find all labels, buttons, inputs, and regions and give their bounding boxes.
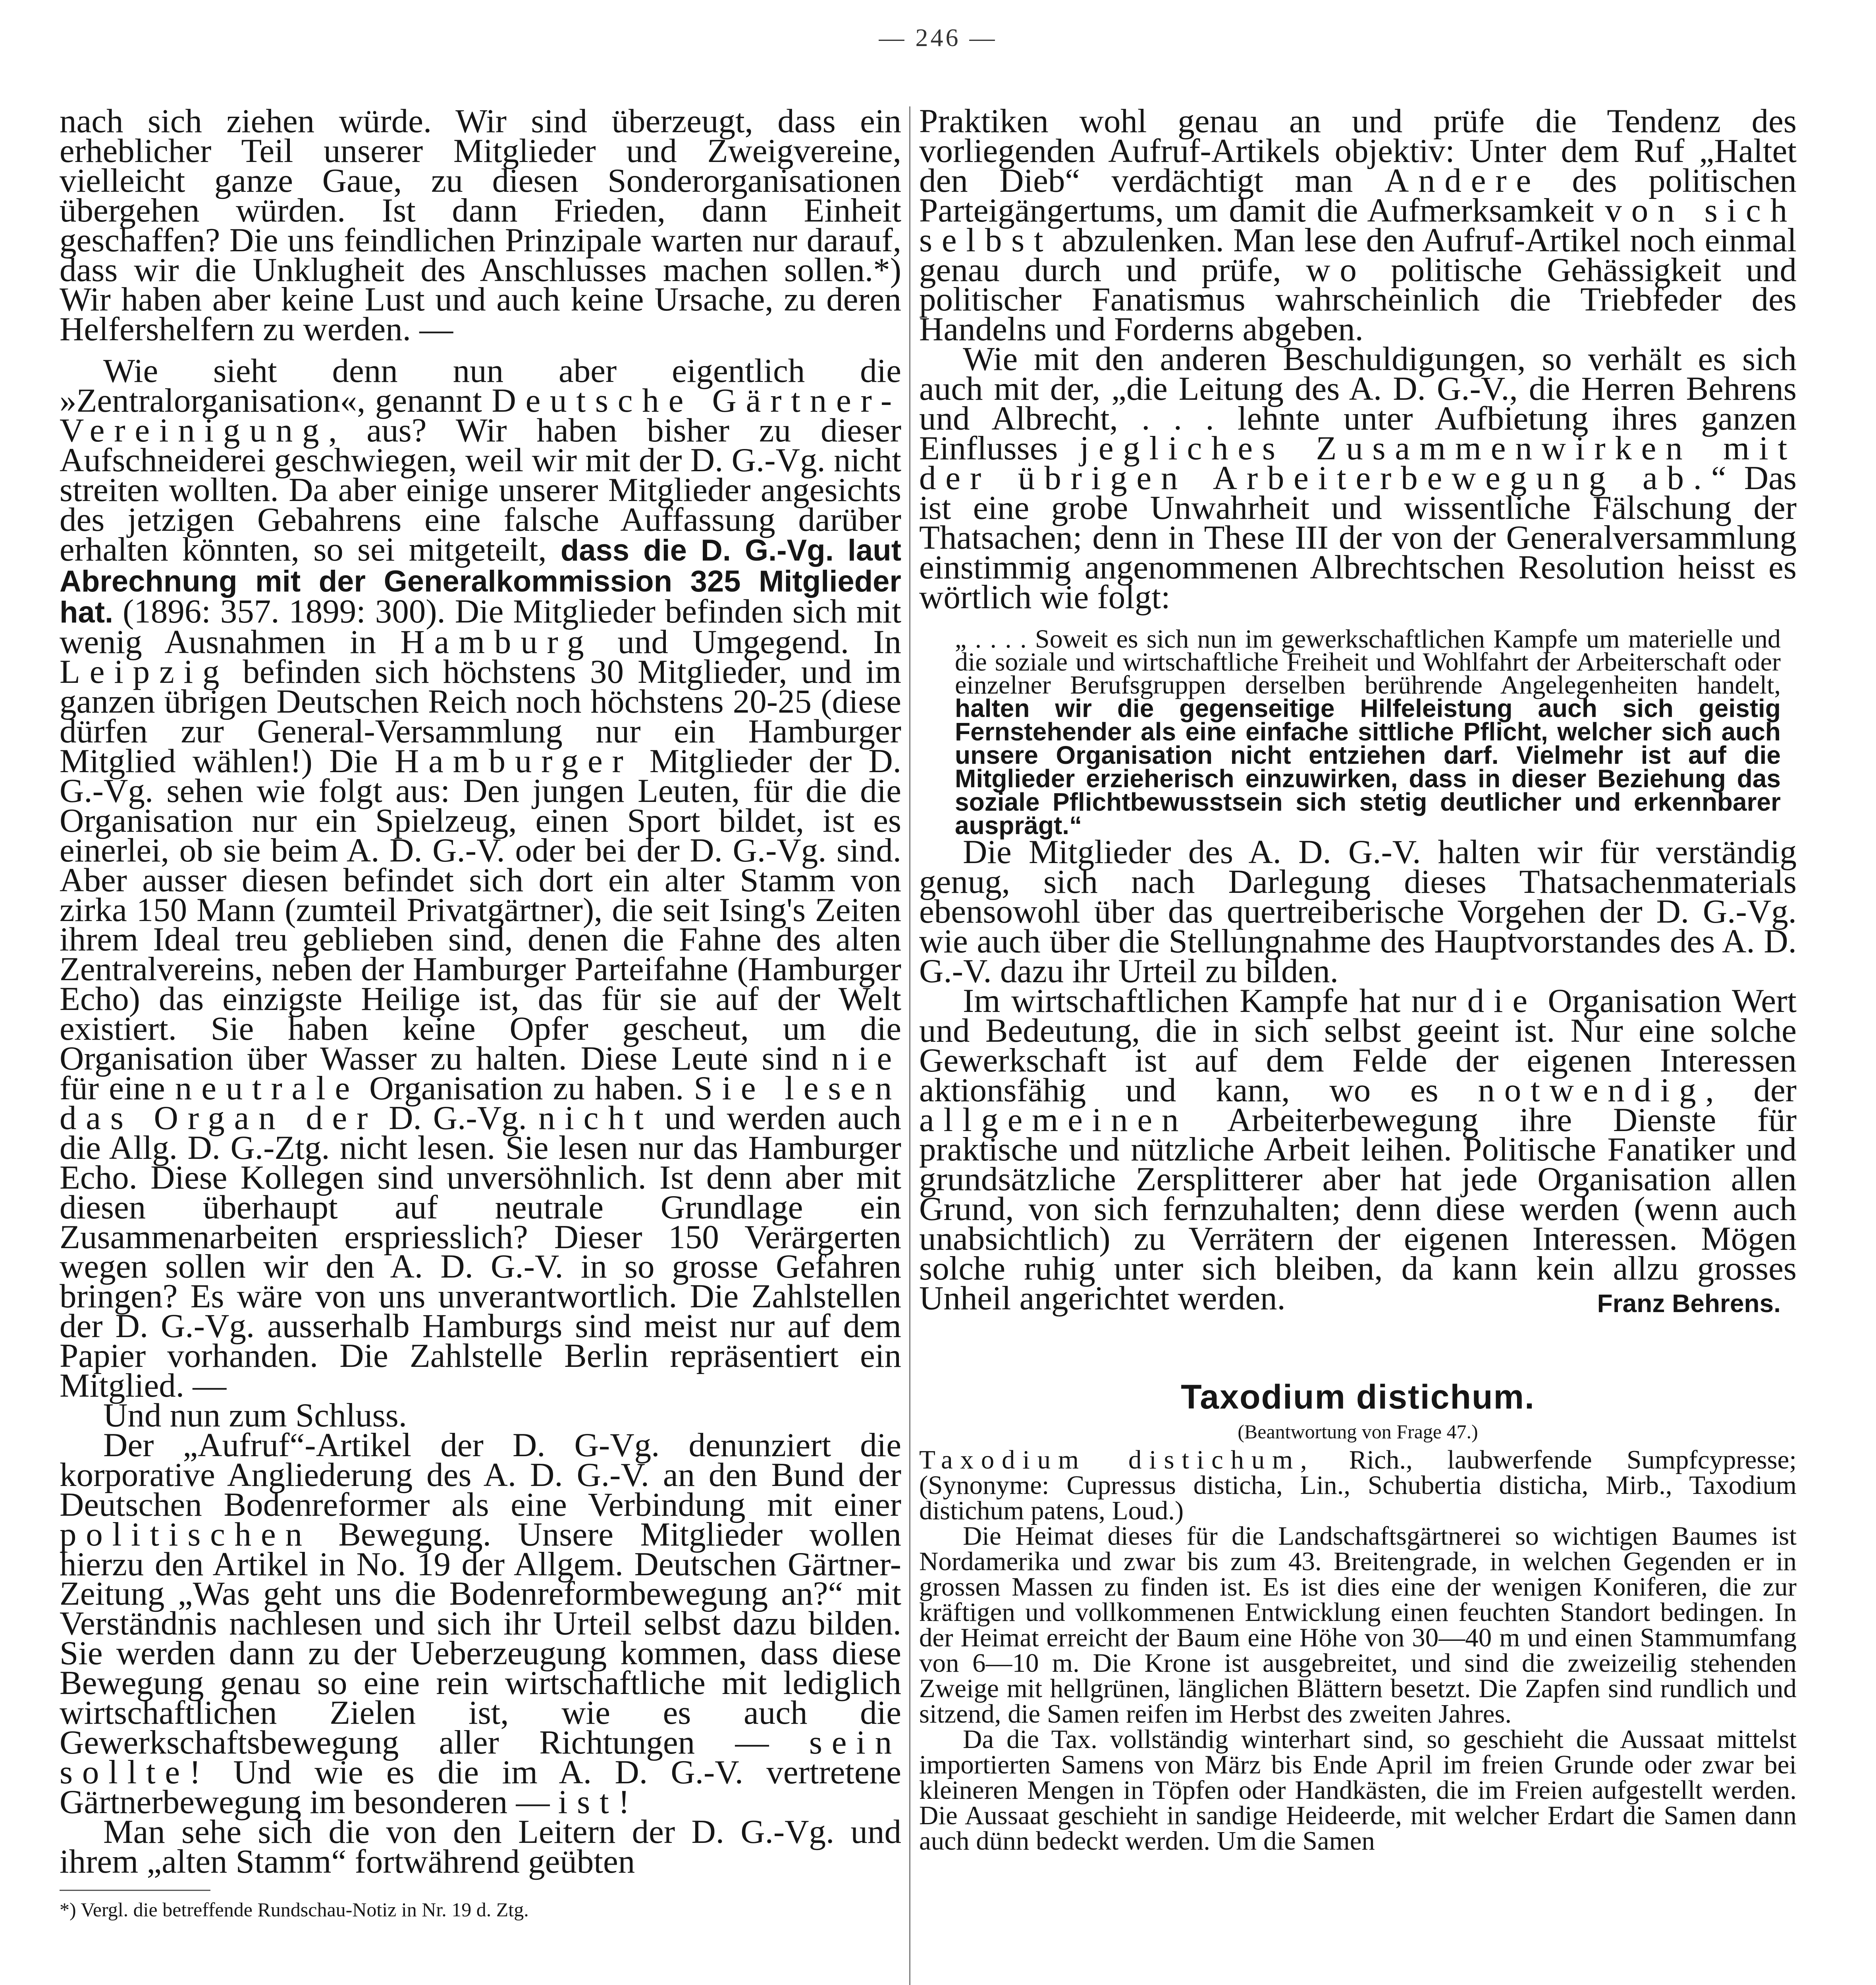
- paragraph: Praktiken wohl genau an und prüfe die Tendenz des vorliegenden Aufruf-Artikels objektiv: Unter dem Ruf „Haltet den Dieb“ verdächtigt man Andere des politischen Parteigängertums, um damit die Aufmerksamkeit von sich selbst abzulenken. Man lese den Aufruf-Artikel noch einmal genau durch und prüfe, wo politische Gehässigkeit und politischer Fanatismus wahrscheinlich die Triebfeder des Handelns und Forderns abgeben.: [919, 102, 1797, 348]
- paragraph: Taxodium distichum, Rich., laubwerfende Sumpfcypresse; (Synonyme: Cupressus disticha, Lin., Schubertia disticha, Mirb., Taxodium distichum patens, Loud.): [919, 1445, 1797, 1525]
- paragraph: nach sich ziehen würde. Wir sind überzeugt, dass ein erheblicher Teil unserer Mitglieder und Zweigvereine, vielleicht ganze Gaue, zu diesen Sonderorganisationen übergehen würden. Ist dann Frieden, dann Einheit geschaffen? Die uns feindlichen Prinzipale warten nur darauf, dass wir die Unklugheit des Anschlusses machen sollen.*) Wir haben aber keine Lust und auch keine Ursache, zu deren Helfershelfern zu werden. —: [60, 102, 901, 348]
- block-quote: „ . . . . Soweit es sich nun im gewerkschaftlichen Kampfe um materielle und die soziale und wirtschaftliche Freiheit und Wohlfahrt der Arbeiterschaft oder einzelner Berufsgruppen derselben berührende Angelegenheiten handelt, halten wir die gegenseitige Hilfeleistung auch sich geistig Fernstehender als eine einfache sittliche Pflicht, welcher sich auch unsere Organisation nicht entziehen darf. Vielmehr ist auf die Mitglieder erzieherisch einzuwirken, dass in dieser Beziehung das soziale Pflichtbewusstsein sich stetig deutlicher und erkennbarer ausprägt.“: [955, 624, 1781, 840]
- author-signature: Franz Behrens.: [1597, 1289, 1781, 1318]
- section-subtitle: (Beantwortung von Frage 47.): [1238, 1420, 1478, 1443]
- spaced-term: Deutsche Gärtner-Vereinigung: [60, 382, 902, 449]
- right-column: [919, 102, 1797, 1856]
- footnote: *) Vergl. die betreffende Rundschau-Notiz in Nr. 19 d. Ztg.: [60, 1898, 529, 1921]
- column-divider: [909, 106, 910, 1985]
- paragraph: Man sehe sich die von den Leitern der D. G.-Vg. und ihrem „alten Stamm“ fortwährend geübten: [60, 1813, 901, 1880]
- quote-bold: halten wir die gegenseitige Hilfeleistung auch sich geistig Fernstehender als eine einfache sittliche Pflicht, welcher sich auch unsere Organisation nicht entziehen darf. Vielmehr ist auf die Mitglieder erzieherisch einzuwirken, dass in dieser Beziehung das soziale Pflichtbewusstsein sich stetig deutlicher und erkennbarer ausprägt.“: [955, 694, 1781, 840]
- paragraph: Die Heimat dieses für die Landschaftsgärtnerei so wichtigen Baumes ist Nordamerika und zwar bis zum 43. Breitengrade, in welchen Gegenden er in grossen Massen zu finden ist. Es ist dies eine der wenigen Koniferen, die zur kräftigen und vollkommenen Entwicklung einen feuchten Standort bedingen. In der Heimat erreicht der Baum eine Höhe von 30—40 m und einen Stammumfang von 6—10 m. Die Krone ist ausgebreitet, und sind die zweizeilig stehenden Zweige mit hellgrünen, länglichen Blättern besetzt. Die Zapfen sind rundlich und sitzend, die Samen reifen im Herbst des zweiten Jahres.: [919, 1521, 1797, 1729]
- bold-statement: dass die D. G.-Vg. laut Abrechnung mit der Generalkommission 325 Mitglieder hat.: [60, 533, 901, 629]
- paragraph: Der „Aufruf“-Artikel der D. G-Vg. denunziert die korporative Angliederung des A. D. G.-V. an den Bund der Deutschen Bodenreformer als eine Verbindung mit einer politischen Bewegung. Unsere Mitglieder wollen hierzu den Artikel in No. 19 der Allgem. Deutschen Gärtner-Zeitung „Was geht uns die Bodenreformbewegung an?“ mit Verständnis nachlesen und sich ihr Urteil selbst dazu bilden. Sie werden dann zu der Ueberzeugung kommen, dass diese Bewegung genau so eine rein wirtschaftliche mit lediglich wirtschaftlichen Zielen ist, wie es auch die Gewerkschaftsbewegung aller Richtungen — sein sollte! Und wie es die im A. D. G.-V. vertretene Gärtnerbewegung im besonderen — ist!: [60, 1426, 901, 1821]
- footnote-rule: [60, 1890, 210, 1891]
- section-title: Taxodium distichum.: [1181, 1378, 1535, 1416]
- paragraph: Wie sieht denn nun aber eigentlich die »Zentralorganisation«, genannt Deutsche Gärtner-Vereinigung, aus? Wir haben bisher zu dieser Aufschneiderei geschwiegen, weil wir mit der D. G.-Vg. nicht streiten wollten. Da aber einige unserer Mitglieder angesichts des jetzigen Gebahrens eine falsche Auffassung darüber erhalten könnten, so sei mitgeteilt, dass die D. G.-Vg. laut Abrechnung mit der Generalkommission 325 Mitglieder hat. (1896: 357. 1899: 300). Die Mitglieder befinden sich mit wenig Ausnahmen in Hamburg und Umgegend. In Leipzig befinden sich höchstens 30 Mitglieder, und im ganzen übrigen Deutschen Reich noch höchstens 20-25 (diese dürfen zur General-Versammlung nur ein Hamburger Mitglied wählen!) Die Hamburger Mitglieder der D. G.-Vg. sehen wie folgt aus: Den jungen Leuten, für die die Organisation nur ein Spielzeug, einen Sport bildet, ist es einerlei, ob sie beim A. D. G.-V. oder bei der D. G.-Vg. sind. Aber ausser diesen befindet sich dort ein alter Stamm von zirka 150 Mann (zumteil Privatgärtner), die seit Ising's Zeiten ihrem Ideal treu geblieben sind, denen die Fahne des alten Zentralvereins, neben der Hamburger Parteifahne (Hamburger Echo) das einzigste Heilige ist, das für sie auf der Welt existiert. Sie haben keine Opfer gescheut, um die Organisation über Wasser zu halten. Diese Leute sind nie für eine neutrale Organisation zu haben. Sie lesen das Organ der D. G.-Vg. nicht und werden auch die Allg. D. G.-Ztg. nicht lesen. Sie lesen nur das Hamburger Echo. Diese Kollegen sind unversöhnlich. Ist denn aber mit diesen überhaupt auf neutrale Grundlage ein Zusammenarbeiten erspriesslich? Dieser 150 Verärgerten wegen sollen wir den A. D. G.-V. in so grosse Gefahren bringen? Es wäre von uns unverantwortlich. Die Zahlstellen der D. G.-Vg. ausserhalb Hamburgs sind meist nur auf dem Papier vorhanden. Die Zahlstelle Berlin repräsentiert ein Mitglied. —: [60, 352, 902, 1405]
- paragraph: Im wirtschaftlichen Kampfe hat nur die Organisation Wert und Bedeutung, die in sich selbst geeint ist. Nur eine solche Gewerkschaft ist auf dem Felde der eigenen Interessen aktionsfähig und kann, wo es notwendig, der allgemeinen Arbeiterbewegung ihre Dienste für praktische und nützliche Arbeit leihen. Politische Fanatiker und grundsätzliche Zersplitterer aber hat jede Organisation allen Grund, von sich fernzuhalten; denn diese werden (wenn auch unabsichtlich) zu Verrätern der eigenen Interessen. Mögen solche ruhig unter sich bleiben, da kann kein allzu grosses Unheil angerichtet werden.: [919, 982, 1797, 1317]
- paragraph: Da die Tax. vollständig winterhart sind, so geschieht die Aussaat mittelst importierten Samens von März bis Ende April im freien Grunde oder zwar bei kleineren Mengen in Töpfen oder Handkästen, die im Freien aufgestellt werden. Die Aussaat geschieht in sandige Heideerde, mit welcher Erdart die Samen dann auch dünn bedeckt werden. Um die Samen: [919, 1724, 1797, 1856]
- page-number: — 246 —: [879, 23, 997, 52]
- paragraph: Wie mit den anderen Beschuldigungen, so verhält es sich auch mit der, „die Leitung des A. D. G.-V., die Herren Behrens und Albrecht, . . . lehnte unter Aufbietung ihres ganzen Einflusses jegliches Zusammenwirken mit der übrigen Arbeiterbewegung ab.“ Das ist eine grobe Unwahrheit und wissentliche Fälschung der Thatsachen; denn in These III der von der Generalversammlung einstimmig angenommenen Albrechtschen Resolution heisst es wörtlich wie folgt:: [919, 340, 1797, 616]
- paragraph: Die Mitglieder des A. D. G.-V. halten wir für verständig genug, sich nach Darlegung dieses Thatsachenmaterials ebensowohl über das quertreiberische Vorgehen der D. G.-Vg. wie auch über die Stellungnahme des Hauptvorstandes des A. D. G.-V. dazu ihr Urteil zu bilden.: [919, 833, 1797, 990]
- left-column: [60, 102, 902, 1921]
- paragraph: Und nun zum Schluss.: [103, 1396, 407, 1434]
